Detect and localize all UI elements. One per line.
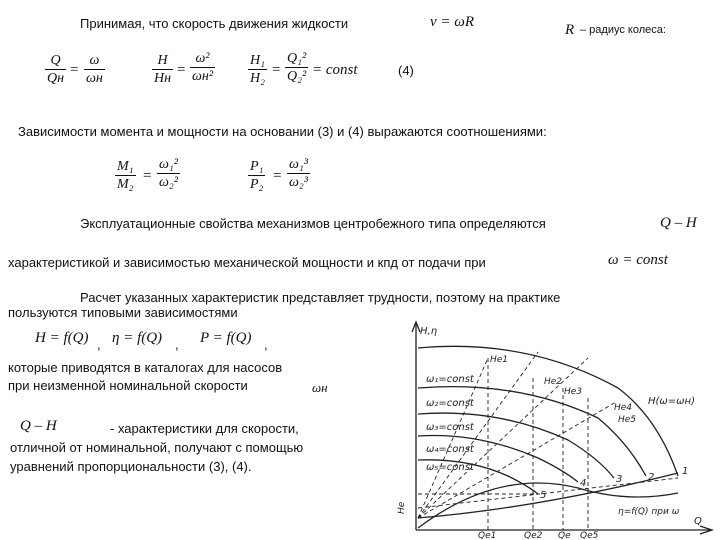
radius-symbol: R: [565, 22, 575, 38]
point-label-1: 1: [682, 466, 689, 477]
comma: ,: [175, 337, 179, 352]
ratio-h: H Hн: [154, 53, 172, 86]
ratio-omega-squared-m: $\frac{\text{ω₁²}}{\text{ω₂²}}$: [159, 157, 178, 190]
const-text: = const: [312, 62, 358, 78]
omega-nominal: ωн: [312, 380, 328, 395]
velocity-formula: v = ωR: [430, 14, 475, 30]
q-e2-label: Qе2: [524, 531, 543, 540]
para1-line2: характеристикой и зависимостью механической мощности и кпд от подачи при: [8, 255, 486, 270]
para3-line2: отличной от номинальной, получают с помощью: [10, 440, 304, 455]
curve-label-w1: ω₁=const: [426, 374, 474, 385]
pump-characteristics-graph: [378, 318, 720, 540]
h-curve-1: [418, 346, 678, 476]
eta-curve-label: η=f(Q) при ω: [618, 507, 680, 517]
x-axis-label: Q: [694, 516, 702, 527]
comma: ,: [264, 337, 268, 352]
ratio-p: $\frac{\text{P₁}}{\text{P₂}}$: [250, 159, 264, 192]
moments-text: Зависимости момента и мощности на основании (3) и (4) выражаются соотношениями:: [18, 124, 547, 139]
h-curve-4: [418, 435, 578, 482]
curve-label-w3: ω₃=const: [426, 422, 474, 433]
formula-p-f-q: P = f(Q): [200, 330, 252, 346]
point-label-2: 2: [648, 472, 655, 483]
radius-text: – радиус колеса:: [580, 24, 666, 36]
y-axis-label: H,η: [420, 326, 438, 337]
h-e4-label: Hе4: [614, 403, 633, 413]
curve-label-w5: ω₅=const: [426, 462, 474, 473]
para2-line4: при неизменной номинальной скорости: [8, 378, 248, 393]
efficiency-curve: [418, 483, 678, 528]
qh-formula: Q – H: [660, 215, 697, 231]
para1-line1: Эксплуатационные свойства механизмов центробежного типа определяются: [80, 216, 546, 231]
h-e5-label: Hе5: [618, 415, 637, 425]
ratio-h1-h2: $\frac{\text{H₁}}{\text{H₂}}$: [250, 53, 265, 86]
ratio-omega-squared: ω² ωн²: [192, 51, 214, 84]
omega-const: ω = const: [608, 252, 668, 268]
formula-h-f-q: H = f(Q): [35, 330, 89, 346]
curve-label-w4: ω₄=const: [426, 444, 474, 455]
equals-sign: =: [177, 62, 186, 78]
ratio-q: Q Qн: [47, 53, 65, 86]
h-e2-label: Hе2: [544, 377, 563, 387]
ratio-omega: ω ωн: [86, 53, 103, 86]
ratio-omega-cubed: $\frac{\text{ω₁³}}{\text{ω₂³}}$: [289, 157, 308, 190]
ratio-m: $\frac{\text{M₁}}{\text{M₂}}$: [117, 159, 134, 192]
point-label-5: 5: [540, 490, 547, 501]
para2-line1: Расчет указанных характеристик представляет трудности, поэтому на практике: [80, 290, 561, 305]
h-e-axis-label: Hе: [397, 501, 407, 514]
h-e1-label: Hе1: [490, 355, 509, 365]
para2-line3: которые приводятся в каталогах для насосов: [8, 360, 283, 375]
equals-sign: =: [273, 168, 282, 184]
q-e5-label: Qе5: [580, 531, 599, 540]
qh-formula-2: Q – H: [20, 418, 57, 434]
para2-line2: пользуются типовыми зависимостями: [8, 305, 238, 320]
curve-label-nominal: H(ω=ωн): [648, 396, 695, 407]
curve-label-w2: ω₂=const: [426, 398, 474, 409]
comma: ,: [97, 337, 101, 352]
para3-line1: - характеристики для скорости,: [110, 421, 299, 436]
equation-number-4: (4): [398, 63, 414, 78]
h-e3-label: Hе3: [564, 387, 583, 397]
point-label-4: 4: [580, 478, 587, 489]
formula-eta-f-q: η = f(Q): [112, 330, 163, 346]
equals-sign: =: [143, 168, 152, 184]
equals-sign: =: [70, 62, 79, 78]
point-label-3: 3: [616, 474, 623, 485]
q-e3-label: Qе: [558, 531, 571, 540]
intro-line: Принимая, что скорость движения жидкости: [80, 16, 349, 31]
para3-line3: уравнений пропорциональности (3), (4).: [10, 459, 252, 474]
ratio-q-squared: $\frac{\text{Q₁²}}{\text{Q₂²}}$: [287, 51, 307, 84]
q-e1-label: Qе1: [478, 531, 497, 540]
equals-sign: =: [272, 62, 281, 78]
